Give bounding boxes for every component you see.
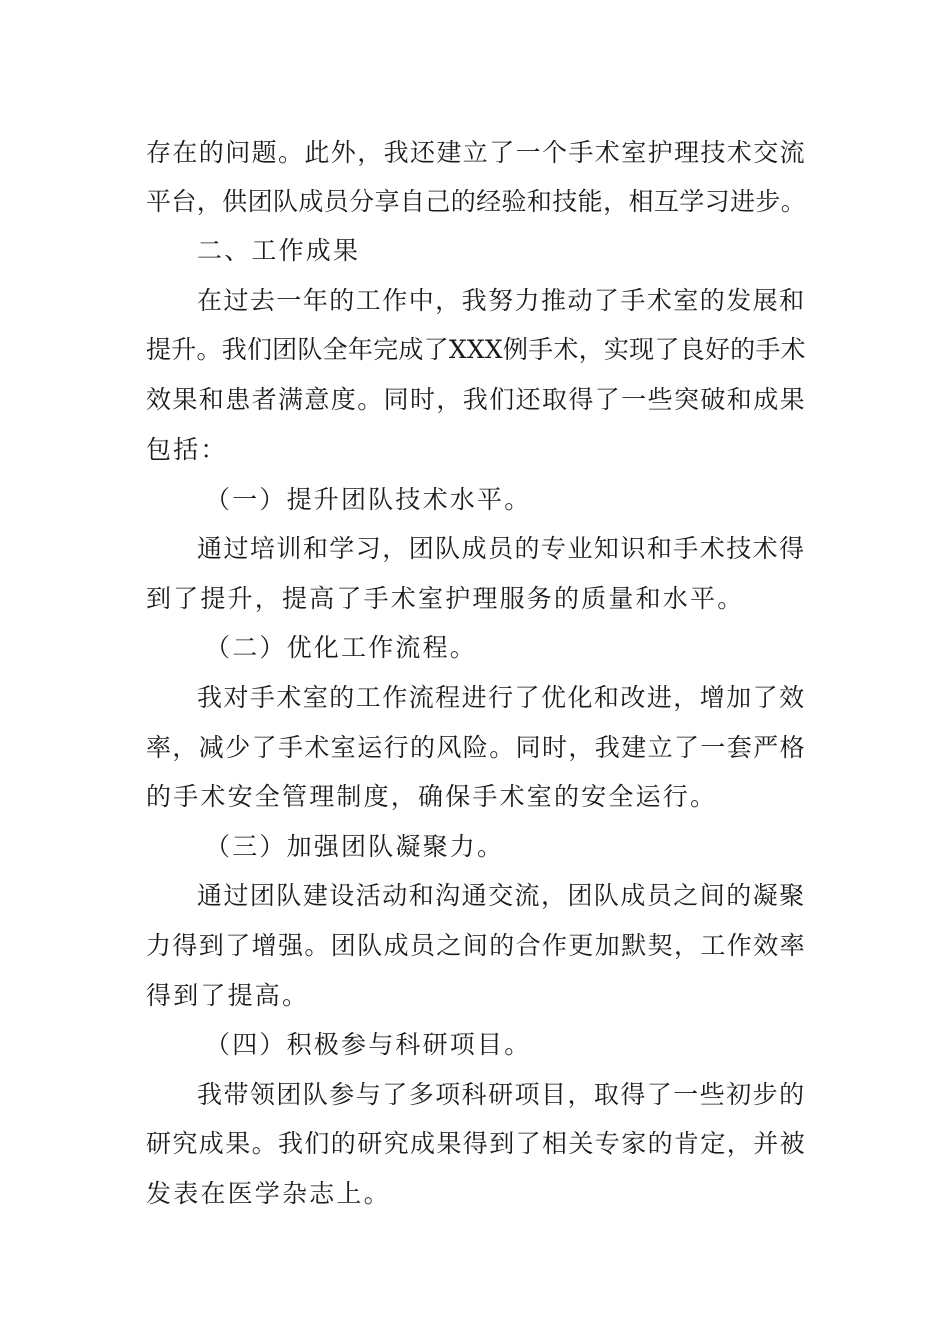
body-text-line: 通过培训和学习，团队成员的专业知识和手术技术得	[197, 534, 806, 563]
body-text-line: 我带领团队参与了多项科研项目，取得了一些初步的	[197, 1080, 806, 1109]
section-heading: 二、工作成果	[197, 236, 361, 265]
body-text-line: 到了提升，提高了手术室护理服务的质量和水平。	[146, 584, 745, 613]
body-text-line: 研究成果。我们的研究成果得到了相关专家的肯定，并被	[146, 1129, 807, 1158]
body-text-line: 的手术安全管理制度，确保手术室的安全运行。	[146, 782, 718, 811]
body-text-line: 率，减少了手术室运行的风险。同时，我建立了一套严格	[146, 733, 807, 762]
subsection-heading: （四）积极参与科研项目。	[205, 1030, 532, 1059]
body-text-line: 得到了提高。	[146, 981, 310, 1010]
body-text-line: 力得到了增强。团队成员之间的合作更加默契，工作效率	[146, 931, 807, 960]
subsection-heading: （二）优化工作流程。	[205, 633, 478, 662]
body-text-line: 效果和患者满意度。同时，我们还取得了一些突破和成果	[146, 385, 807, 414]
body-text-line: 我对手术室的工作流程进行了优化和改进，增加了效	[197, 683, 806, 712]
body-text-line: 在过去一年的工作中，我努力推动了手术室的发展和	[197, 286, 806, 315]
body-text-line: 平台，供团队成员分享自己的经验和技能，相互学习进步。	[146, 187, 807, 216]
body-text-line: 存在的问题。此外，我还建立了一个手术室护理技术交流	[146, 138, 807, 167]
body-text-line: 通过团队建设活动和沟通交流，团队成员之间的凝聚	[197, 881, 806, 910]
subsection-heading: （三）加强团队凝聚力。	[205, 832, 505, 861]
body-text-line: 包括：	[146, 435, 228, 464]
subsection-heading: （一）提升团队技术水平。	[205, 485, 532, 514]
body-text-line: 发表在医学杂志上。	[146, 1179, 391, 1208]
body-text-line: 提升。我们团队全年完成了XXX例手术，实现了良好的手术	[146, 335, 806, 364]
